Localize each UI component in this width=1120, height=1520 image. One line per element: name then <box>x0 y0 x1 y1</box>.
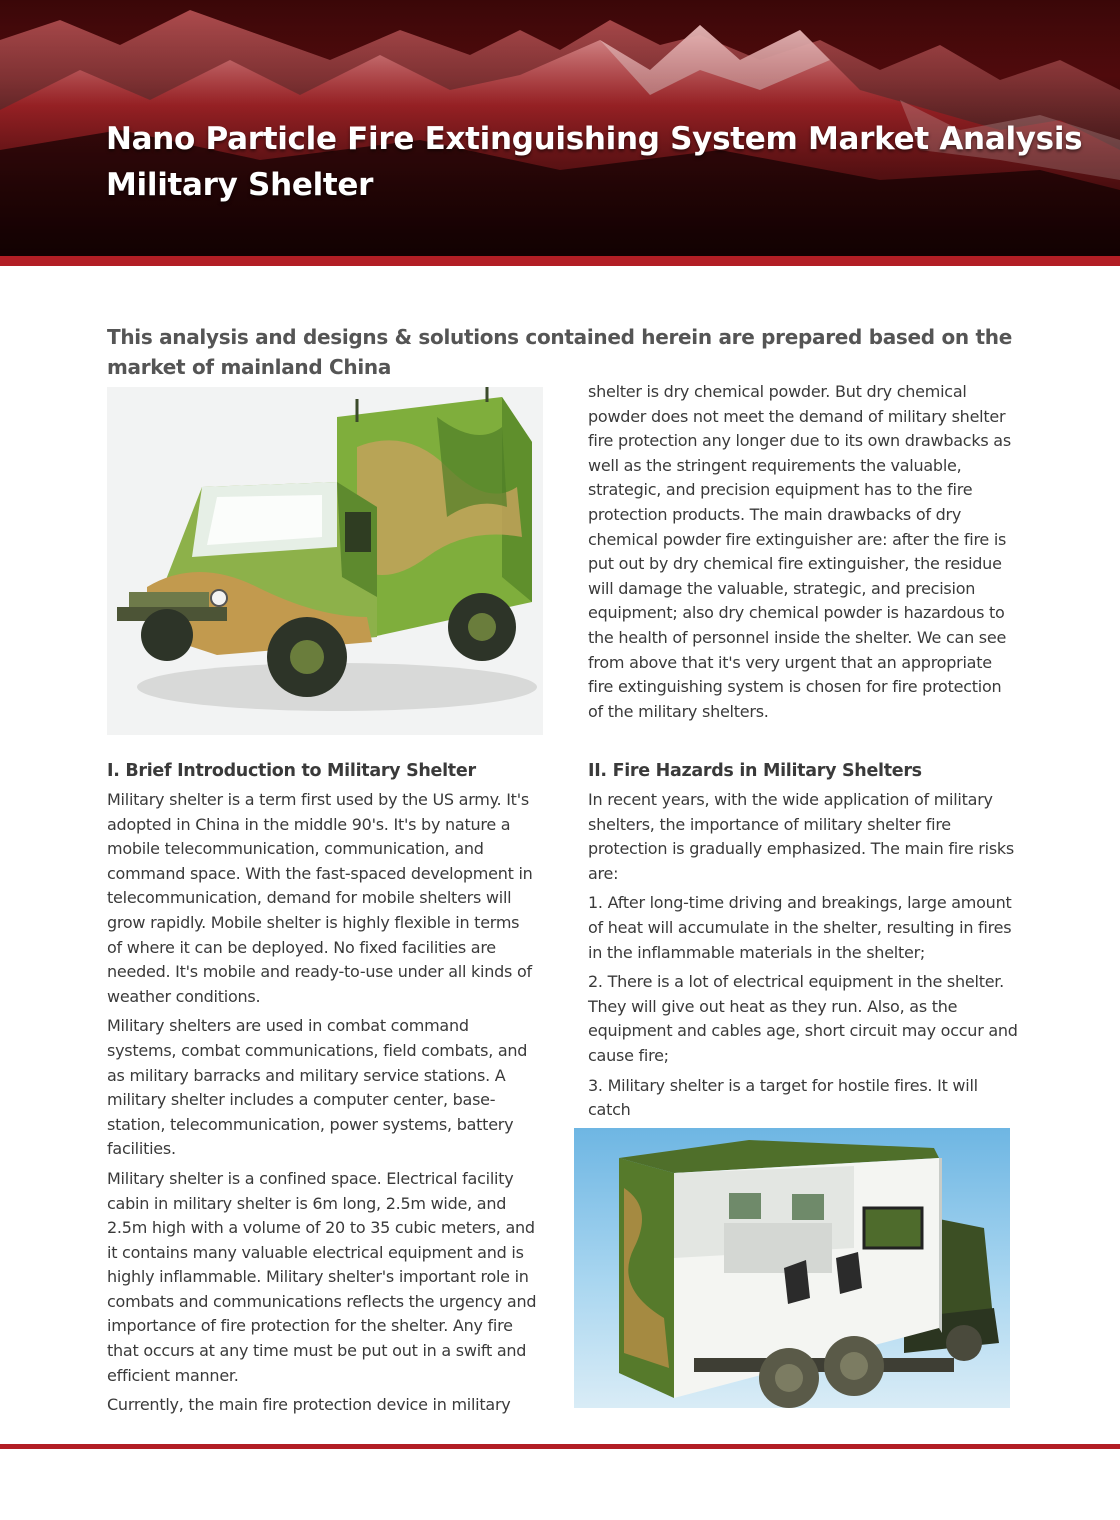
section-1-paragraph: Military shelter is a term first used by the US army. It's adopted in China in the middle 90's. It's by nature a mobile telecommunication, communication, and command space. With the fast-spaced development in telecommunication, demand for mobile shelters will grow rapidly. Mobile shelter is highly flexible in terms of where it can be deployed. No fixed facilities are needed. It's mobile and ready-to-use under all kinds of weather conditions. <box>107 790 533 1006</box>
section-1-paragraph: Military shelters are used in combat command systems, combat communications, field combats, and as military barracks and military service stations. A military shelter includes a computer center, base-station, telecommunication, power systems, battery facilities. <box>107 1016 528 1159</box>
page-title <box>106 116 1096 208</box>
section-2-paragraph: 2. There is a lot of electrical equipment in the shelter. They will give out heat as they run. Also, as the equipment and cables age, short circuit may occur and cause fire; <box>588 972 1018 1065</box>
section-1-heading: I. Brief Introduction to Military Shelter <box>107 761 476 781</box>
military-shelter-truck-image <box>107 387 543 735</box>
section-brief-introduction <box>107 758 537 1423</box>
section-2-paragraph: 1. After long-time driving and breakings, large amount of heat will accumulate in the shelter, resulting in fires in the inflammable materials in the shelter; <box>588 893 1012 962</box>
title-line-1: Nano Particle Fire Extinguishing System Market Analysis <box>106 121 1083 157</box>
section-1-paragraph: Military shelter is a confined space. Electrical facility cabin in military shelter is 6m long, 2.5m wide, and 2.5m high with a volume of 20 to 35 cubic meters, and it contains many valuable electrical equipment and is highly inflammable. Military shelter's important role in combats and communications reflects the urgency and importance of fire protection for the shelter. Any fire that occurs at any time must be put out in a swift and efficient manner. <box>107 1168 537 1385</box>
section-2-heading: II. Fire Hazards in Military Shelters <box>588 761 922 781</box>
footer-divider <box>0 1444 1120 1449</box>
section-2-paragraph: In recent years, with the wide application of military shelters, the importance of military shelter fire protection is gradually emphasized. The main fire risks are: <box>588 790 1015 883</box>
header-divider <box>0 256 1120 266</box>
section-1-paragraph: Currently, the main fire protection device in military <box>107 1395 511 1415</box>
header-banner <box>0 0 1120 256</box>
continuation-text <box>588 380 1018 729</box>
section-2-paragraph: 3. Military shelter is a target for hostile fires. It will catch <box>588 1075 978 1120</box>
title-line-2: Military Shelter <box>106 167 374 203</box>
shelter-interior-render-image <box>574 1128 1010 1408</box>
lead-statement: This analysis and designs & solutions contained herein are prepared based on the market of mainland China <box>107 325 1012 379</box>
section-fire-hazards <box>588 758 1020 1128</box>
continuation-paragraph: shelter is dry chemical powder. But dry chemical powder does not meet the demand of military shelter fire protection any longer due to its own drawbacks as well as the stringent requirements the valuable, strategic, and precision equipment has to the fire protection products. The main drawbacks of dry chemical powder fire extinguisher are: after the fire is put out by dry chemical fire extinguisher, the residue will damage the valuable, strategic, and precision equipment; also dry chemical powder is hazardous to the health of personnel inside the shelter. We can see from above that it's very urgent that an appropriate fire extinguishing system is chosen for fire protection of the military shelters. <box>588 382 1011 721</box>
